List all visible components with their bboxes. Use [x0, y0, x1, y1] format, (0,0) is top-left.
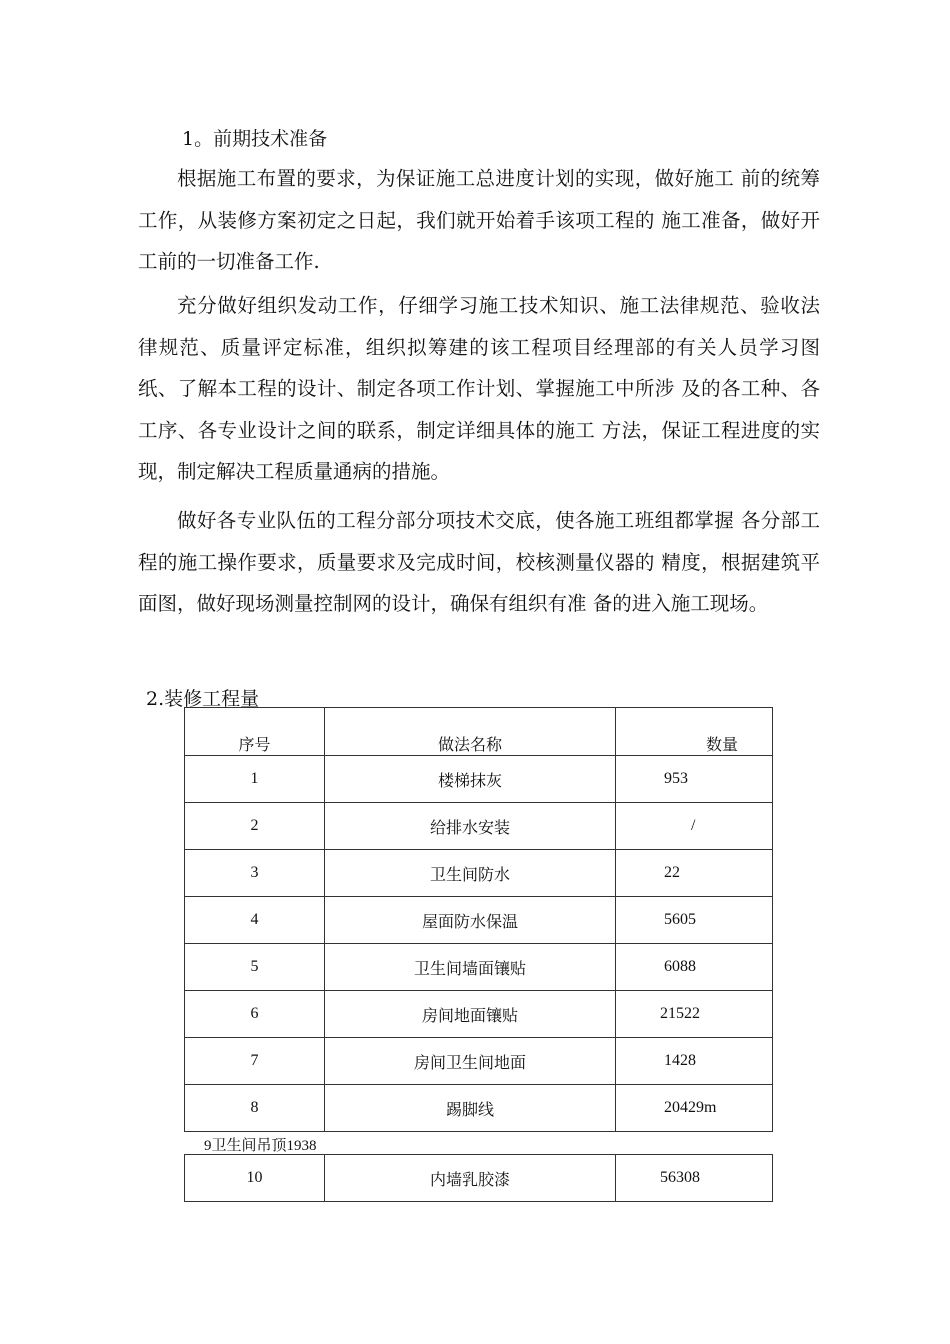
cell-method-name: 屋面防水保温: [325, 897, 616, 944]
table-row: [185, 1085, 773, 1132]
table-row: [185, 1038, 773, 1085]
cell-quantity: 20429m: [616, 1085, 773, 1132]
header-index: 序号: [185, 708, 325, 756]
cell-quantity: 21522: [616, 991, 773, 1038]
cell-quantity: 1428: [616, 1038, 773, 1085]
quantity-table: [184, 707, 773, 1132]
paragraph-1: 根据施工布置的要求，为保证施工总进度计划的实现，做好施工 前的统筹工作，从装修方案初定之日起，我们就开始着手该项工程的 施工准备，做好开工前的一切准备工作.: [138, 167, 820, 273]
cell-index: 3: [185, 850, 325, 897]
table-row: [185, 850, 773, 897]
table-row: [185, 897, 773, 944]
cell-method-name: 内墙乳胶漆: [325, 1155, 616, 1202]
cell-quantity: 22: [616, 850, 773, 897]
cell-method-name: 卫生间墙面镶贴: [325, 944, 616, 991]
cell-method-name: 卫生间防水: [325, 850, 616, 897]
cell-method-name: 房间地面镶贴: [325, 991, 616, 1038]
cell-quantity: 953: [616, 756, 773, 803]
table-header-row: [185, 708, 773, 756]
section-1-heading: 1。前期技术准备: [182, 128, 328, 150]
table-row: [185, 1155, 773, 1202]
cell-index: 8: [185, 1085, 325, 1132]
cell-index: 6: [185, 991, 325, 1038]
table-row: [185, 803, 773, 850]
cell-index: 4: [185, 897, 325, 944]
paragraph-2: 充分做好组织发动工作，仔细学习施工技术知识、施工法律规范、验收法律规范、质量评定标准，组织拟筹建的该工程项目经理部的有关人员学习图纸、了解本工程的设计、制定各项工作计划、掌握施工中所涉 及的各工种、各工序、各专业设计之间的联系，制定详细具体的施工 方法，保证工程进度的实现，制定解决工程质量通病的措施。: [138, 294, 820, 483]
loose-row-text: 9卫生间吊顶1938: [204, 1138, 317, 1154]
cell-index: 2: [185, 803, 325, 850]
table-row: [185, 756, 773, 803]
cell-index: 1: [185, 756, 325, 803]
table-row: [185, 991, 773, 1038]
cell-method-name: 楼梯抹灰: [325, 756, 616, 803]
cell-quantity: 5605: [616, 897, 773, 944]
cell-quantity: /: [616, 803, 773, 850]
section-2-heading: 2.装修工程量: [146, 688, 260, 710]
header-quantity: 数量: [616, 708, 773, 756]
cell-method-name: 给排水安装: [325, 803, 616, 850]
cell-quantity: 56308: [616, 1155, 773, 1202]
table-row: [185, 944, 773, 991]
cell-method-name: 房间卫生间地面: [325, 1038, 616, 1085]
cell-method-name: 踢脚线: [325, 1085, 616, 1132]
cell-index: 7: [185, 1038, 325, 1085]
cell-index: 5: [185, 944, 325, 991]
header-method-name: 做法名称: [325, 708, 616, 756]
quantity-table-continued: [184, 1154, 773, 1202]
cell-index: 10: [185, 1155, 325, 1202]
cell-quantity: 6088: [616, 944, 773, 991]
paragraph-3: 做好各专业队伍的工程分部分项技术交底，使各施工班组都掌握 各分部工程的施工操作要求，质量要求及完成时间，校核测量仪器的 精度，根据建筑平面图，做好现场测量控制网的设计，确保有组织有准 备的进入施工现场。: [138, 509, 820, 615]
